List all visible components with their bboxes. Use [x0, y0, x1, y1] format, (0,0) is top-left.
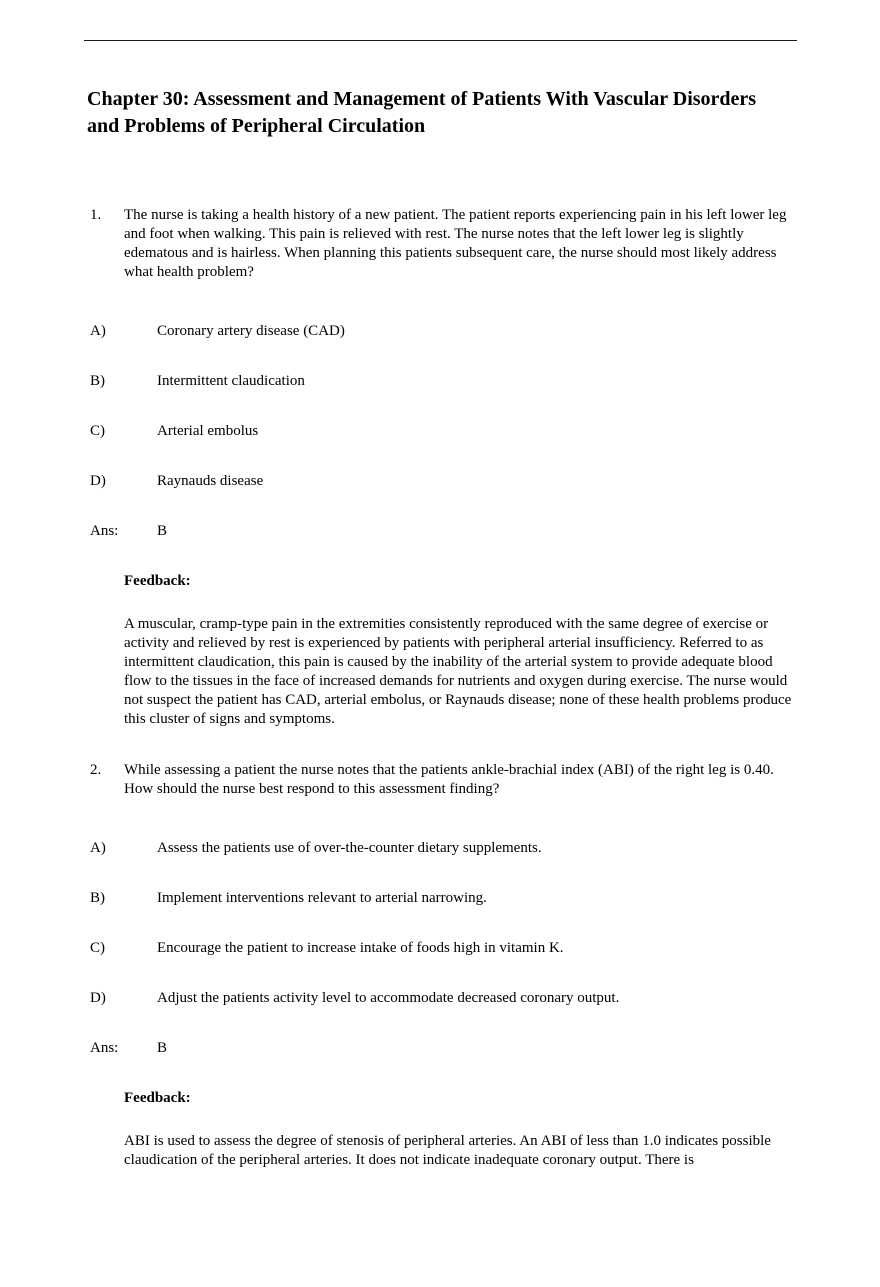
option-letter: A) [90, 840, 106, 856]
feedback-text: ABI is used to assess the degree of stenosis of peripheral arteries. An ABI of less than 1.0 indicates possible claudication of the peripheral arteries. It does not indicate inadequate coronary output. There is [124, 1133, 771, 1168]
question-number: 1. [90, 207, 102, 223]
option-row [87, 939, 797, 958]
option-letter: C) [90, 940, 105, 956]
answer-label: Ans: [90, 523, 119, 539]
answer-value: B [157, 523, 168, 539]
question-stem: While assessing a patient the nurse notes that the patients ankle-brachial index (ABI) of the right leg is 0.40. How should the nurse best respond to this assessment finding? [124, 762, 774, 797]
answer-row [87, 522, 797, 541]
option-text: Adjust the patients activity level to accommodate decreased coronary output. [157, 990, 620, 1006]
option-letter: D) [90, 990, 106, 1006]
question-block [87, 761, 797, 1170]
option-text: Assess the patients use of over-the-counter dietary supplements. [157, 840, 542, 856]
option-row [87, 889, 797, 908]
answer-value: B [157, 1040, 168, 1056]
feedback-label: Feedback: [124, 1090, 191, 1106]
document-page [0, 86, 880, 1170]
option-row [87, 372, 797, 391]
option-letter: B) [90, 890, 105, 906]
option-row [87, 472, 797, 491]
option-row [87, 989, 797, 1008]
option-text: Implement interventions relevant to arterial narrowing. [157, 890, 487, 906]
question-stem-row [87, 761, 797, 799]
option-text: Arterial embolus [157, 423, 259, 439]
feedback-text: A muscular, cramp-type pain in the extremities consistently reproduced with the same degree of exercise or activity and relieved by rest is experienced by patients with peripheral arterial insufficiency. Referred to as intermittent claudication, this pain is caused by the inability of the arterial system to provide adequate blood flow to the tissues in the face of increased demands for nutrients and oxygen during exercise. The nurse would not suspect the patient has CAD, arterial embolus, or Raynauds disease; none of these health problems produce this cluster of signs and symptoms. [124, 616, 792, 727]
question-block [87, 206, 797, 729]
option-letter: A) [90, 323, 106, 339]
top-rule [84, 40, 797, 41]
option-row [87, 422, 797, 441]
option-row [87, 839, 797, 858]
answer-label: Ans: [90, 1040, 119, 1056]
option-text: Encourage the patient to increase intake of foods high in vitamin K. [157, 940, 564, 956]
question-stem: The nurse is taking a health history of a new patient. The patient reports experiencing pain in his left lower leg and foot when walking. This pain is relieved with rest. The nurse notes that the left lower leg is slightly edematous and is hairless. When planning this patients subsequent care, the nurse should most likely address what health problem? [124, 207, 787, 280]
feedback-label: Feedback: [124, 573, 191, 589]
question-stem-row [87, 206, 797, 282]
question-number: 2. [90, 762, 102, 778]
option-letter: B) [90, 373, 105, 389]
option-text: Raynauds disease [157, 473, 264, 489]
option-letter: D) [90, 473, 106, 489]
option-text: Intermittent claudication [157, 373, 305, 389]
answer-row [87, 1039, 797, 1058]
option-row [87, 322, 797, 341]
page-title: Chapter 30: Assessment and Management of Patients With Vascular Disorders and Problems of Peripheral Circulation [87, 88, 757, 137]
option-letter: C) [90, 423, 105, 439]
option-text: Coronary artery disease (CAD) [157, 323, 345, 339]
